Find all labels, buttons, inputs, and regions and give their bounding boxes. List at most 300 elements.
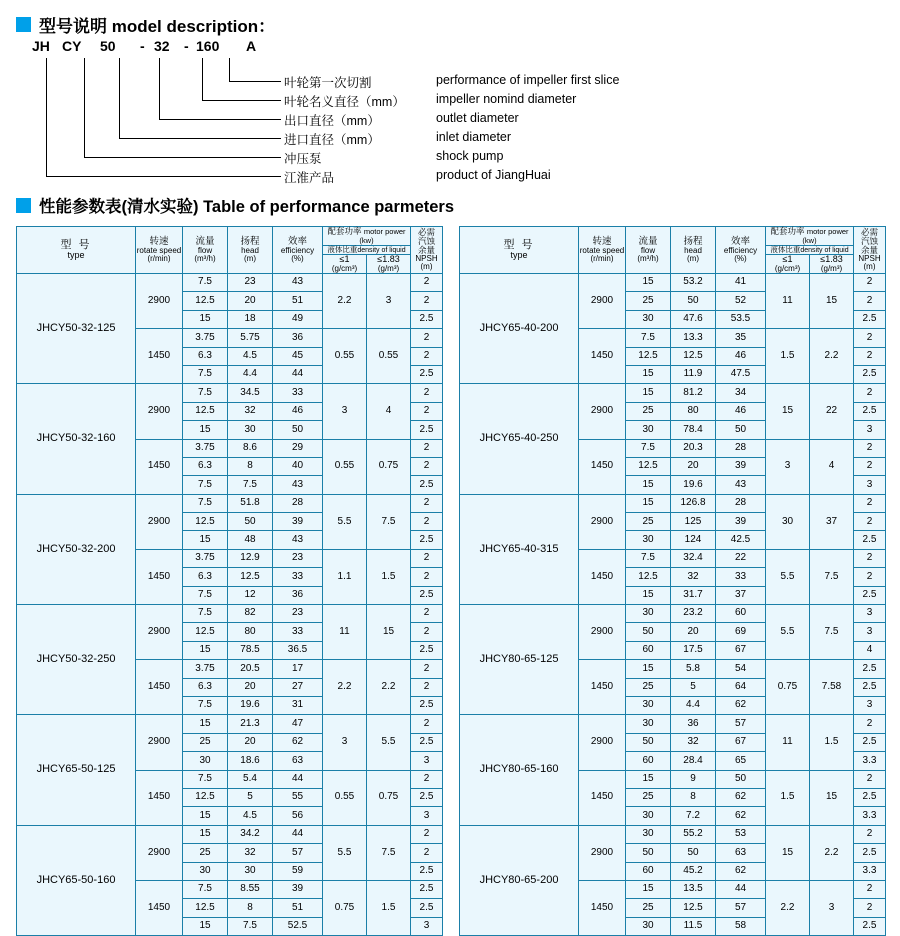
cell-efficiency: 63	[716, 844, 766, 862]
th-head: 扬程 head (m)	[671, 227, 716, 274]
cell-flow: 50	[626, 623, 671, 641]
cell-npsh: 2.5	[854, 844, 886, 862]
cell-head: 53.2	[671, 274, 716, 292]
cell-npsh: 2.5	[411, 641, 443, 659]
th-npsh: 必需 汽蚀 余量 NPSH (m)	[854, 227, 886, 274]
cell-flow: 15	[626, 660, 671, 678]
label-cn-product-jianghuai: 江淮产品	[284, 171, 335, 185]
cell-motor-density-2: 4	[367, 384, 411, 439]
table-row	[17, 274, 443, 292]
cell-npsh: 2.5	[411, 788, 443, 806]
cell-flow: 7.5	[183, 880, 228, 898]
cell-model: JHCY80-65-125	[460, 605, 579, 715]
table-row	[460, 605, 886, 623]
cell-efficiency: 23	[273, 549, 323, 567]
cell-head: 7.2	[671, 807, 716, 825]
cell-motor-density-1: 5.5	[323, 494, 367, 549]
code-part-50: 50	[100, 38, 116, 54]
cell-npsh: 2.5	[854, 733, 886, 751]
cell-npsh: 2.5	[411, 476, 443, 494]
cell-head: 32.4	[671, 549, 716, 567]
cell-efficiency: 57	[716, 899, 766, 917]
cell-efficiency: 64	[716, 678, 766, 696]
cell-npsh: 2	[411, 292, 443, 310]
cell-speed: 1450	[579, 329, 626, 384]
cell-motor-density-1: 3	[323, 384, 367, 439]
label-cn-impeller-diameter: 叶轮名义直径（mm）	[284, 95, 405, 109]
cell-head: 9	[671, 770, 716, 788]
cell-npsh: 2.5	[854, 917, 886, 935]
cell-flow: 7.5	[183, 697, 228, 715]
cell-head: 4.5	[228, 347, 273, 365]
cell-efficiency: 36	[273, 586, 323, 604]
cell-head: 12.9	[228, 549, 273, 567]
cell-efficiency: 28	[273, 494, 323, 512]
code-part-cy: CY	[62, 38, 82, 54]
th-density: 液体比重density of liquid	[323, 245, 411, 254]
cell-speed: 2900	[579, 605, 626, 660]
cell-head: 13.5	[671, 880, 716, 898]
model-code-string	[32, 38, 264, 54]
cell-motor-density-2: 37	[810, 494, 854, 549]
cell-efficiency: 46	[716, 402, 766, 420]
cell-efficiency: 62	[716, 697, 766, 715]
cell-head: 5.8	[671, 660, 716, 678]
cell-flow: 30	[626, 917, 671, 935]
cell-npsh: 2.5	[854, 402, 886, 420]
cell-efficiency: 40	[273, 457, 323, 475]
cell-flow: 50	[626, 733, 671, 751]
table-row	[460, 715, 886, 733]
cell-flow: 15	[183, 310, 228, 328]
cell-efficiency: 62	[716, 862, 766, 880]
cell-head: 81.2	[671, 384, 716, 402]
cell-efficiency: 44	[273, 770, 323, 788]
cell-npsh: 3	[411, 807, 443, 825]
cell-npsh: 2	[854, 770, 886, 788]
cell-motor-density-2: 2.2	[810, 329, 854, 384]
cell-motor-density-1: 1.5	[766, 329, 810, 384]
cell-speed: 2900	[579, 384, 626, 439]
cell-efficiency: 52.5	[273, 917, 323, 935]
cell-flow: 25	[626, 402, 671, 420]
cell-npsh: 2	[854, 549, 886, 567]
cell-npsh: 2	[854, 439, 886, 457]
code-dash-1: -	[140, 38, 145, 54]
cell-efficiency: 28	[716, 439, 766, 457]
table-row	[17, 494, 443, 512]
cell-efficiency: 33	[716, 568, 766, 586]
cell-flow: 7.5	[626, 439, 671, 457]
code-dash-2: -	[184, 38, 189, 54]
cell-npsh: 2	[854, 494, 886, 512]
th-npsh: 必需 汽蚀 余量 NPSH (m)	[411, 227, 443, 274]
cell-npsh: 2	[854, 384, 886, 402]
cell-npsh: 2	[854, 568, 886, 586]
label-en-product-jianghuai: product of JiangHuai	[436, 168, 551, 182]
cell-flow: 12.5	[183, 623, 228, 641]
label-en-shock-pump: shock pump	[436, 149, 504, 163]
cell-flow: 7.5	[183, 384, 228, 402]
cell-efficiency: 44	[716, 880, 766, 898]
cell-speed: 1450	[136, 549, 183, 604]
cell-head: 126.8	[671, 494, 716, 512]
cell-npsh: 3	[854, 697, 886, 715]
cell-speed: 1450	[579, 880, 626, 935]
cell-head: 78.4	[671, 421, 716, 439]
cell-flow: 3.75	[183, 549, 228, 567]
cell-head: 30	[228, 862, 273, 880]
cell-npsh: 2	[411, 678, 443, 696]
table-row	[460, 825, 886, 843]
performance-table-left	[16, 226, 443, 936]
cell-motor-density-1: 1.1	[323, 549, 367, 604]
leader-line-v-50	[119, 58, 120, 139]
cell-speed: 1450	[136, 770, 183, 825]
cell-npsh: 2	[411, 660, 443, 678]
cell-flow: 30	[626, 310, 671, 328]
cell-motor-density-2: 15	[810, 274, 854, 329]
cell-npsh: 2	[411, 844, 443, 862]
cell-flow: 30	[183, 752, 228, 770]
cell-head: 48	[228, 531, 273, 549]
cell-npsh: 2	[411, 513, 443, 531]
cell-npsh: 3	[854, 421, 886, 439]
cell-flow: 15	[626, 880, 671, 898]
cell-npsh: 2.5	[411, 697, 443, 715]
cell-npsh: 2	[411, 384, 443, 402]
cell-npsh: 3	[411, 752, 443, 770]
cell-head: 20.5	[228, 660, 273, 678]
cell-flow: 12.5	[626, 347, 671, 365]
cell-npsh: 2	[411, 494, 443, 512]
cell-efficiency: 27	[273, 678, 323, 696]
cell-efficiency: 44	[273, 365, 323, 383]
cell-flow: 3.75	[183, 329, 228, 347]
cell-flow: 7.5	[183, 274, 228, 292]
cell-efficiency: 43	[716, 476, 766, 494]
code-part-a: A	[245, 38, 257, 54]
cell-head: 34.5	[228, 384, 273, 402]
cell-flow: 7.5	[183, 586, 228, 604]
cell-flow: 60	[626, 862, 671, 880]
cell-head: 45.2	[671, 862, 716, 880]
cell-efficiency: 60	[716, 605, 766, 623]
label-en-inlet-diameter: inlet diameter	[436, 130, 512, 144]
model-description-title: 型号说明 model description：	[39, 17, 276, 36]
cell-head: 23	[228, 274, 273, 292]
label-en-outlet-diameter: outlet diameter	[436, 111, 519, 125]
cell-flow: 12.5	[183, 402, 228, 420]
label-cn-outlet-diameter: 出口直径（mm）	[284, 114, 380, 128]
table-row	[17, 825, 443, 843]
cell-motor-density-2: 1.5	[367, 549, 411, 604]
cell-head: 32	[671, 568, 716, 586]
cell-efficiency: 35	[716, 329, 766, 347]
cell-flow: 25	[626, 899, 671, 917]
cell-efficiency: 65	[716, 752, 766, 770]
cell-npsh: 2.5	[854, 365, 886, 383]
cell-flow: 15	[626, 384, 671, 402]
th-model: 型 号 type	[17, 227, 136, 274]
cell-speed: 1450	[136, 439, 183, 494]
cell-head: 51.8	[228, 494, 273, 512]
cell-model: JHCY50-32-160	[17, 384, 136, 494]
cell-flow: 30	[626, 605, 671, 623]
cell-efficiency: 63	[273, 752, 323, 770]
cell-head: 20	[228, 292, 273, 310]
cell-flow: 15	[183, 917, 228, 935]
cell-npsh: 3	[854, 605, 886, 623]
cell-npsh: 2.5	[854, 660, 886, 678]
cell-flow: 25	[626, 513, 671, 531]
cell-efficiency: 69	[716, 623, 766, 641]
cell-efficiency: 36	[273, 329, 323, 347]
cell-npsh: 2	[854, 513, 886, 531]
cell-flow: 50	[626, 844, 671, 862]
cell-head: 80	[671, 402, 716, 420]
cell-head: 12	[228, 586, 273, 604]
cell-npsh: 3.3	[854, 752, 886, 770]
th-density-2: ≤1.83 (g/m³)	[367, 255, 411, 274]
cell-flow: 7.5	[183, 476, 228, 494]
cell-head: 124	[671, 531, 716, 549]
cell-speed: 1450	[579, 660, 626, 715]
code-part-32: 32	[154, 38, 170, 54]
cell-efficiency: 56	[273, 807, 323, 825]
cell-npsh: 2	[854, 347, 886, 365]
cell-head: 12.5	[671, 347, 716, 365]
cell-motor-density-2: 7.58	[810, 660, 854, 715]
cell-head: 47.6	[671, 310, 716, 328]
cell-npsh: 2	[411, 329, 443, 347]
cell-efficiency: 51	[273, 899, 323, 917]
cell-npsh: 2	[854, 825, 886, 843]
cell-head: 5	[671, 678, 716, 696]
cell-motor-density-1: 5.5	[766, 605, 810, 660]
cell-npsh: 2	[854, 715, 886, 733]
cell-model: JHCY65-40-315	[460, 494, 579, 604]
cell-flow: 25	[626, 788, 671, 806]
cell-model: JHCY65-40-200	[460, 274, 579, 384]
cell-head: 50	[228, 513, 273, 531]
cell-npsh: 2	[411, 605, 443, 623]
cell-flow: 15	[183, 531, 228, 549]
leader-line-h-50	[119, 138, 281, 139]
cell-efficiency: 58	[716, 917, 766, 935]
cell-motor-density-1: 0.75	[323, 880, 367, 935]
table-row	[460, 274, 886, 292]
cell-efficiency: 50	[273, 421, 323, 439]
cell-npsh: 2.5	[854, 531, 886, 549]
cell-head: 125	[671, 513, 716, 531]
cell-head: 8.55	[228, 880, 273, 898]
cell-flow: 6.3	[183, 568, 228, 586]
cell-flow: 12.5	[183, 788, 228, 806]
cell-flow: 12.5	[626, 568, 671, 586]
cell-flow: 60	[626, 752, 671, 770]
leader-line-v-160	[202, 58, 203, 101]
cell-efficiency: 53	[716, 825, 766, 843]
leader-line-h-a	[229, 81, 281, 82]
cell-flow: 25	[626, 678, 671, 696]
cell-motor-density-2: 7.5	[367, 825, 411, 880]
cell-npsh: 2	[411, 402, 443, 420]
cell-flow: 30	[626, 697, 671, 715]
table-row	[17, 715, 443, 733]
cell-flow: 30	[626, 825, 671, 843]
cell-flow: 25	[183, 733, 228, 751]
th-flow: 流量 flow (m³/h)	[183, 227, 228, 274]
cell-npsh: 2	[854, 274, 886, 292]
cell-npsh: 2.5	[854, 788, 886, 806]
cell-motor-density-1: 3	[323, 715, 367, 770]
cell-flow: 30	[626, 531, 671, 549]
cell-head: 36	[671, 715, 716, 733]
th-head: 扬程 head (m)	[228, 227, 273, 274]
cell-efficiency: 31	[273, 697, 323, 715]
cell-efficiency: 47.5	[716, 365, 766, 383]
cell-efficiency: 39	[716, 513, 766, 531]
cell-motor-density-2: 7.5	[810, 549, 854, 604]
cell-efficiency: 55	[273, 788, 323, 806]
cell-npsh: 3	[411, 917, 443, 935]
cell-efficiency: 45	[273, 347, 323, 365]
cell-npsh: 2.5	[411, 862, 443, 880]
cell-flow: 15	[183, 807, 228, 825]
leader-line-h-jh	[46, 176, 281, 177]
cell-head: 4.4	[228, 365, 273, 383]
cell-motor-density-1: 5.5	[766, 549, 810, 604]
cell-motor-density-2: 7.5	[367, 494, 411, 549]
cell-efficiency: 39	[273, 880, 323, 898]
cell-motor-density-2: 2.2	[367, 660, 411, 715]
cell-flow: 15	[626, 476, 671, 494]
th-density-1: ≤1 (g/cm³)	[766, 255, 810, 274]
cell-head: 8	[228, 457, 273, 475]
cell-head: 8	[228, 899, 273, 917]
cell-npsh: 3.3	[854, 862, 886, 880]
cell-motor-density-2: 0.75	[367, 439, 411, 494]
th-model: 型 号 type	[460, 227, 579, 274]
cell-head: 5.75	[228, 329, 273, 347]
cell-head: 5.4	[228, 770, 273, 788]
cell-flow: 30	[183, 862, 228, 880]
cell-flow: 3.75	[183, 439, 228, 457]
cell-npsh: 2.5	[854, 310, 886, 328]
cell-flow: 12.5	[183, 513, 228, 531]
leader-line-h-32	[159, 119, 281, 120]
cell-head: 50	[671, 292, 716, 310]
cell-head: 23.2	[671, 605, 716, 623]
th-speed: 转速 rotate speed (r/min)	[136, 227, 183, 274]
cell-npsh: 2	[854, 899, 886, 917]
cell-npsh: 2	[411, 457, 443, 475]
cell-motor-density-1: 0.75	[766, 660, 810, 715]
cell-efficiency: 59	[273, 862, 323, 880]
cell-head: 30	[228, 421, 273, 439]
cell-flow: 15	[626, 586, 671, 604]
cell-efficiency: 17	[273, 660, 323, 678]
cell-efficiency: 41	[716, 274, 766, 292]
cell-model: JHCY65-50-160	[17, 825, 136, 935]
cell-flow: 12.5	[183, 292, 228, 310]
cell-efficiency: 43	[273, 531, 323, 549]
cell-flow: 12.5	[183, 899, 228, 917]
th-motor-power: 配套功率 motor power (kw)	[323, 227, 411, 246]
cell-efficiency: 53.5	[716, 310, 766, 328]
cell-model: JHCY50-32-250	[17, 605, 136, 715]
cell-motor-density-2: 7.5	[810, 605, 854, 660]
th-density-2: ≤1.83 (g/m³)	[810, 255, 854, 274]
cell-head: 18.6	[228, 752, 273, 770]
performance-table-right	[459, 226, 886, 936]
cell-motor-density-2: 15	[367, 605, 411, 660]
cell-efficiency: 49	[273, 310, 323, 328]
cell-flow: 15	[626, 274, 671, 292]
cell-npsh: 2	[854, 457, 886, 475]
cell-motor-density-1: 11	[766, 274, 810, 329]
cell-efficiency: 46	[273, 402, 323, 420]
cell-efficiency: 62	[716, 788, 766, 806]
cell-speed: 2900	[136, 605, 183, 660]
cell-flow: 15	[183, 825, 228, 843]
cell-flow: 30	[626, 807, 671, 825]
cell-motor-density-2: 0.75	[367, 770, 411, 825]
table-row	[17, 384, 443, 402]
cell-model: JHCY50-32-125	[17, 274, 136, 384]
cell-head: 80	[228, 623, 273, 641]
cell-flow: 6.3	[183, 457, 228, 475]
cell-model: JHCY80-65-160	[460, 715, 579, 825]
label-cn-inlet-diameter: 进口直径（mm）	[284, 133, 380, 147]
cell-head: 55.2	[671, 825, 716, 843]
cell-speed: 2900	[136, 274, 183, 329]
cell-motor-density-1: 0.55	[323, 329, 367, 384]
cell-head: 17.5	[671, 641, 716, 659]
cell-efficiency: 46	[716, 347, 766, 365]
cell-motor-density-2: 2.2	[810, 825, 854, 880]
leader-line-v-cy	[84, 58, 85, 158]
th-efficiency: 效率 efficiency (%)	[716, 227, 766, 274]
performance-table-heading	[16, 193, 454, 217]
cell-motor-density-2: 15	[810, 770, 854, 825]
cell-flow: 30	[626, 421, 671, 439]
cell-npsh: 2	[854, 292, 886, 310]
cell-efficiency: 44	[273, 825, 323, 843]
cell-head: 20	[228, 678, 273, 696]
cell-head: 11.9	[671, 365, 716, 383]
cell-efficiency: 50	[716, 770, 766, 788]
leader-line-h-160	[202, 100, 281, 101]
cell-head: 13.3	[671, 329, 716, 347]
cell-npsh: 2	[854, 880, 886, 898]
cell-motor-density-1: 0.55	[323, 770, 367, 825]
leader-line-v-32	[159, 58, 160, 120]
cell-motor-density-1: 15	[766, 384, 810, 439]
cell-npsh: 2.5	[411, 531, 443, 549]
cell-speed: 1450	[579, 770, 626, 825]
cell-head: 19.6	[671, 476, 716, 494]
cell-motor-density-1: 1.5	[766, 770, 810, 825]
cell-head: 82	[228, 605, 273, 623]
cell-npsh: 3	[854, 476, 886, 494]
cell-flow: 15	[183, 641, 228, 659]
cell-motor-density-1: 5.5	[323, 825, 367, 880]
cell-npsh: 2	[854, 329, 886, 347]
table-right	[459, 226, 886, 936]
cell-npsh: 2.5	[411, 310, 443, 328]
